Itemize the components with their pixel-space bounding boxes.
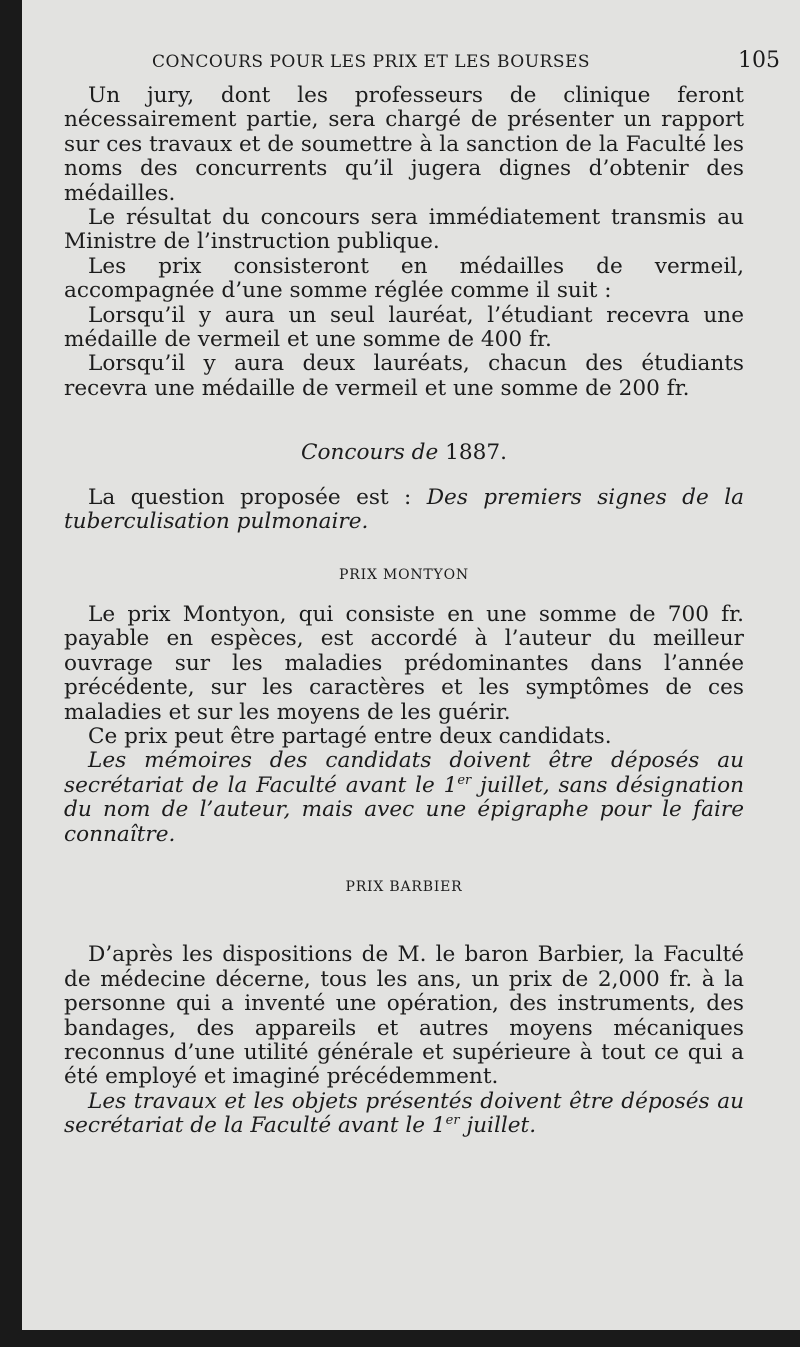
prix-barbier-paragraph-2 <box>64 1090 744 1139</box>
section-spacer <box>64 915 744 943</box>
prix-montyon-paragraph-3 <box>64 749 744 847</box>
prix-montyon-paragraph-1: Le prix Montyon, qui consiste en une somme de 700 fr. payable en espèces, est accordé à l’auteur du meilleur ouvrage sur les maladies prédominantes dans l’année précédente, sur les caractères et les symptômes de ces maladies et sur les moyens de les guérir. <box>64 601 744 725</box>
prix-barbier-heading: PRIX BARBIER <box>345 878 463 895</box>
paragraph-jury: Un jury, dont les professeurs de clinique feront nécessairement partie, sera chargé de présenter un rapport sur ces travaux et de soumettre à la sanction de la Faculté les noms des concurrents qu’il jugera dignes d’obtenir des médailles. <box>64 83 744 206</box>
prix-barbier-p2-after: juillet. <box>459 1113 537 1139</box>
concours-heading-year: 1887. <box>445 440 507 466</box>
concours-question <box>64 486 744 535</box>
paragraph-deux-laureats: Lorsqu’il y aura deux lauréats, chacun des étudiants recevra une médaille de vermeil et une somme de 200 fr. <box>64 351 744 401</box>
page-body <box>64 84 744 1139</box>
concours-heading-prefix: Concours de <box>300 440 439 466</box>
question-text: Des premiers signes de la tuberculisation pulmonaire. <box>64 484 744 535</box>
book-page <box>22 0 800 1330</box>
prix-barbier-p2-sup: er <box>445 1113 460 1129</box>
prix-barbier-paragraph-1: D’après les dispositions de M. le baron Barbier, la Faculté de médecine décerne, tous les ans, un prix de 2,000 fr. à la personne qui a inventé une opération, des instruments, des bandages, des appareils et autres moyens mécaniques reconnus d’une utilité générale et supérieure à tout ce qui a été employé et imaginé précédemment. <box>64 942 744 1090</box>
question-lead: La question proposée est : <box>88 484 412 510</box>
prix-montyon-p3-after: juillet, sans désignation du nom de l’auteur, mais avec une épigraphe pour le faire connaître. <box>64 772 744 847</box>
running-head-title: CONCOURS POUR LES PRIX ET LES BOURSES <box>152 52 591 72</box>
prix-montyon-heading: PRIX MONTYON <box>339 566 469 583</box>
page-number: 105 <box>738 48 780 73</box>
paragraph-resultat: Le résultat du concours sera immédiatement transmis au Ministre de l’instruction publique. <box>64 205 744 255</box>
prix-montyon-p3-sup: er <box>457 772 472 788</box>
prix-barbier-p2-before: Les travaux et les objets présentés doivent être déposés au secrétariat de la Faculté avant le 1 <box>64 1088 744 1139</box>
paragraph-prix: Les prix consisteront en médailles de vermeil, accompagnée d’une somme réglée comme il suit : <box>64 253 744 304</box>
paragraph-seul-laureat: Lorsqu’il y aura un seul lauréat, l’étudiant recevra une médaille de vermeil et une somme de 400 fr. <box>64 302 744 353</box>
prix-montyon-paragraph-2: Ce prix peut être partagé entre deux candidats. <box>88 723 612 749</box>
running-head <box>152 48 780 78</box>
prix-montyon-p3-before: Les mémoires des candidats doivent être déposés au secrétariat de la Faculté avant le 1 <box>64 748 744 798</box>
concours-heading <box>64 441 744 465</box>
